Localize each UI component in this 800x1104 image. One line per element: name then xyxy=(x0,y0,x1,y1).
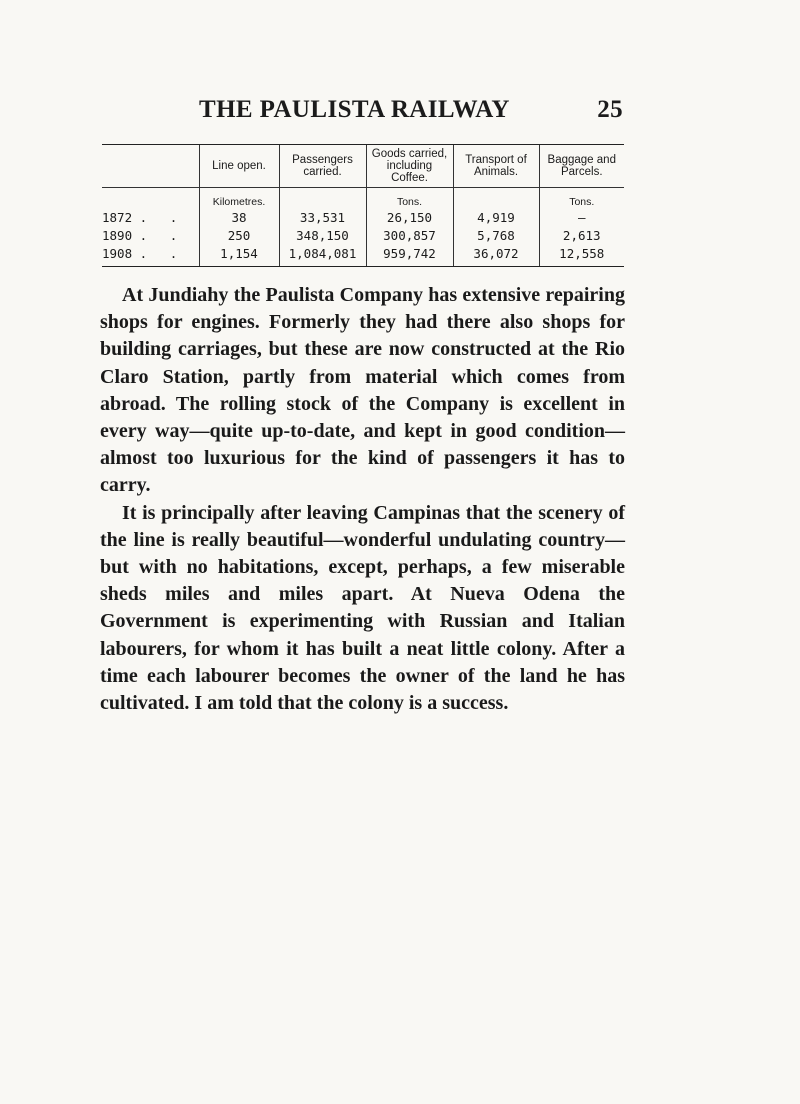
cell-passengers: 33,531 xyxy=(279,208,366,226)
cell-passengers: 348,150 xyxy=(279,226,366,244)
cell-goods: 959,742 xyxy=(366,244,453,267)
table-row xyxy=(102,226,624,244)
paragraph: At Jundiahy the Paulista Company has extensive repairing shops for engines. Formerly they had there also shops for building carriages, but these are now constructed at the Rio Claro Station, partly from material which comes from abroad. The rolling stock of the Company is excellent in every way—quite up-to-date, and kept in good condition—almost too luxurious for the kind of passengers it has to carry. xyxy=(100,284,625,497)
table-row xyxy=(102,244,624,267)
cell-line-open: 1,154 xyxy=(199,244,279,267)
table-header-row xyxy=(102,145,624,188)
row-year: 1872 . . xyxy=(102,209,178,225)
cell-animals: 36,072 xyxy=(453,244,539,267)
body-text xyxy=(100,282,625,717)
paragraph: It is principally after leaving Campinas that the scenery of the line is really beautiful—wonderful undulating country—but with no habitations, except, perhaps, a few miserable sheds miles and miles apart. At Nueva Odena the Government is experimenting with Russian and Italian labourers, for whom it has built a neat little colony. After a time each labourer becomes the owner of the land he has cultivated. I am told that the colony is a success. xyxy=(100,501,625,715)
cell-baggage: 2,613 xyxy=(539,226,624,244)
cell-line-open: 38 xyxy=(199,208,279,226)
unit-line-open: Kilometres. xyxy=(199,188,279,209)
cell-goods: 300,857 xyxy=(366,226,453,244)
column-header-passengers: Passengers carried. xyxy=(279,145,366,188)
row-year: 1908 . . xyxy=(102,244,199,267)
cell-animals: 4,919 xyxy=(453,208,539,226)
page-number: 25 xyxy=(597,96,623,123)
cell-baggage: — xyxy=(539,208,624,226)
cell-passengers: 1,084,081 xyxy=(279,244,366,267)
running-header xyxy=(199,96,623,132)
cell-animals: 5,768 xyxy=(453,226,539,244)
cell-line-open: 250 xyxy=(199,226,279,244)
column-header-baggage: Baggage and Parcels. xyxy=(539,145,624,188)
traffic-statistics-table xyxy=(102,144,624,267)
column-header-line-open: Line open. xyxy=(199,145,279,188)
column-header-goods: Goods carried, including Coffee. xyxy=(366,145,453,188)
table-row xyxy=(102,208,624,226)
unit-baggage: Tons. xyxy=(539,188,624,209)
cell-baggage: 12,558 xyxy=(539,244,624,267)
row-year: 1890 . . xyxy=(102,227,178,243)
units-row xyxy=(102,188,624,209)
column-header-animals: Transport of Animals. xyxy=(453,145,539,188)
running-title: THE PAULISTA RAILWAY xyxy=(199,96,510,123)
cell-goods: 26,150 xyxy=(366,208,453,226)
unit-goods: Tons. xyxy=(366,188,453,209)
year-column-header xyxy=(102,145,199,188)
